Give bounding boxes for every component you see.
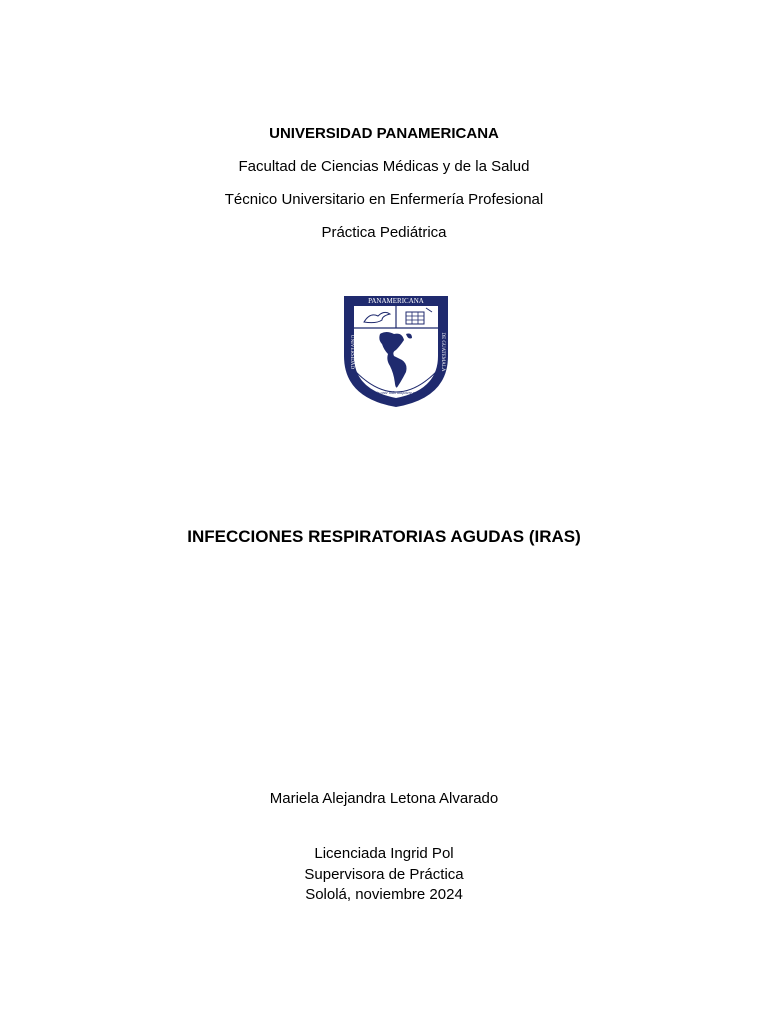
supervisor-block [0,844,768,906]
course-name: Práctica Pediátrica [321,224,447,241]
seal-motto: Sabiduría ante todo adquiere sabiduría [362,390,430,395]
seal-right-text: DE GUATEMALA [440,332,445,372]
author-name: Mariela Alejandra Letona Alvarado [269,790,499,807]
program-name: Técnico Universitario en Enfermería Profesional [224,191,544,208]
place-date: Sololá, noviembre 2024 [305,886,463,903]
supervisor-role: Supervisora de Práctica [304,865,464,883]
seal-top-text: PANAMERICANA [368,297,424,305]
supervisor-name: Licenciada Ingrid Pol [314,845,454,862]
university-name: UNIVERSIDAD PANAMERICANA [269,125,499,142]
faculty-name: Facultad de Ciencias Médicas y de la Salud [238,158,530,175]
seal-left-text: UNIVERSIDAD [349,334,354,370]
university-seal-logo [342,294,450,409]
document-title: INFECCIONES RESPIRATORIAS AGUDAS (IRAS) [187,527,581,546]
